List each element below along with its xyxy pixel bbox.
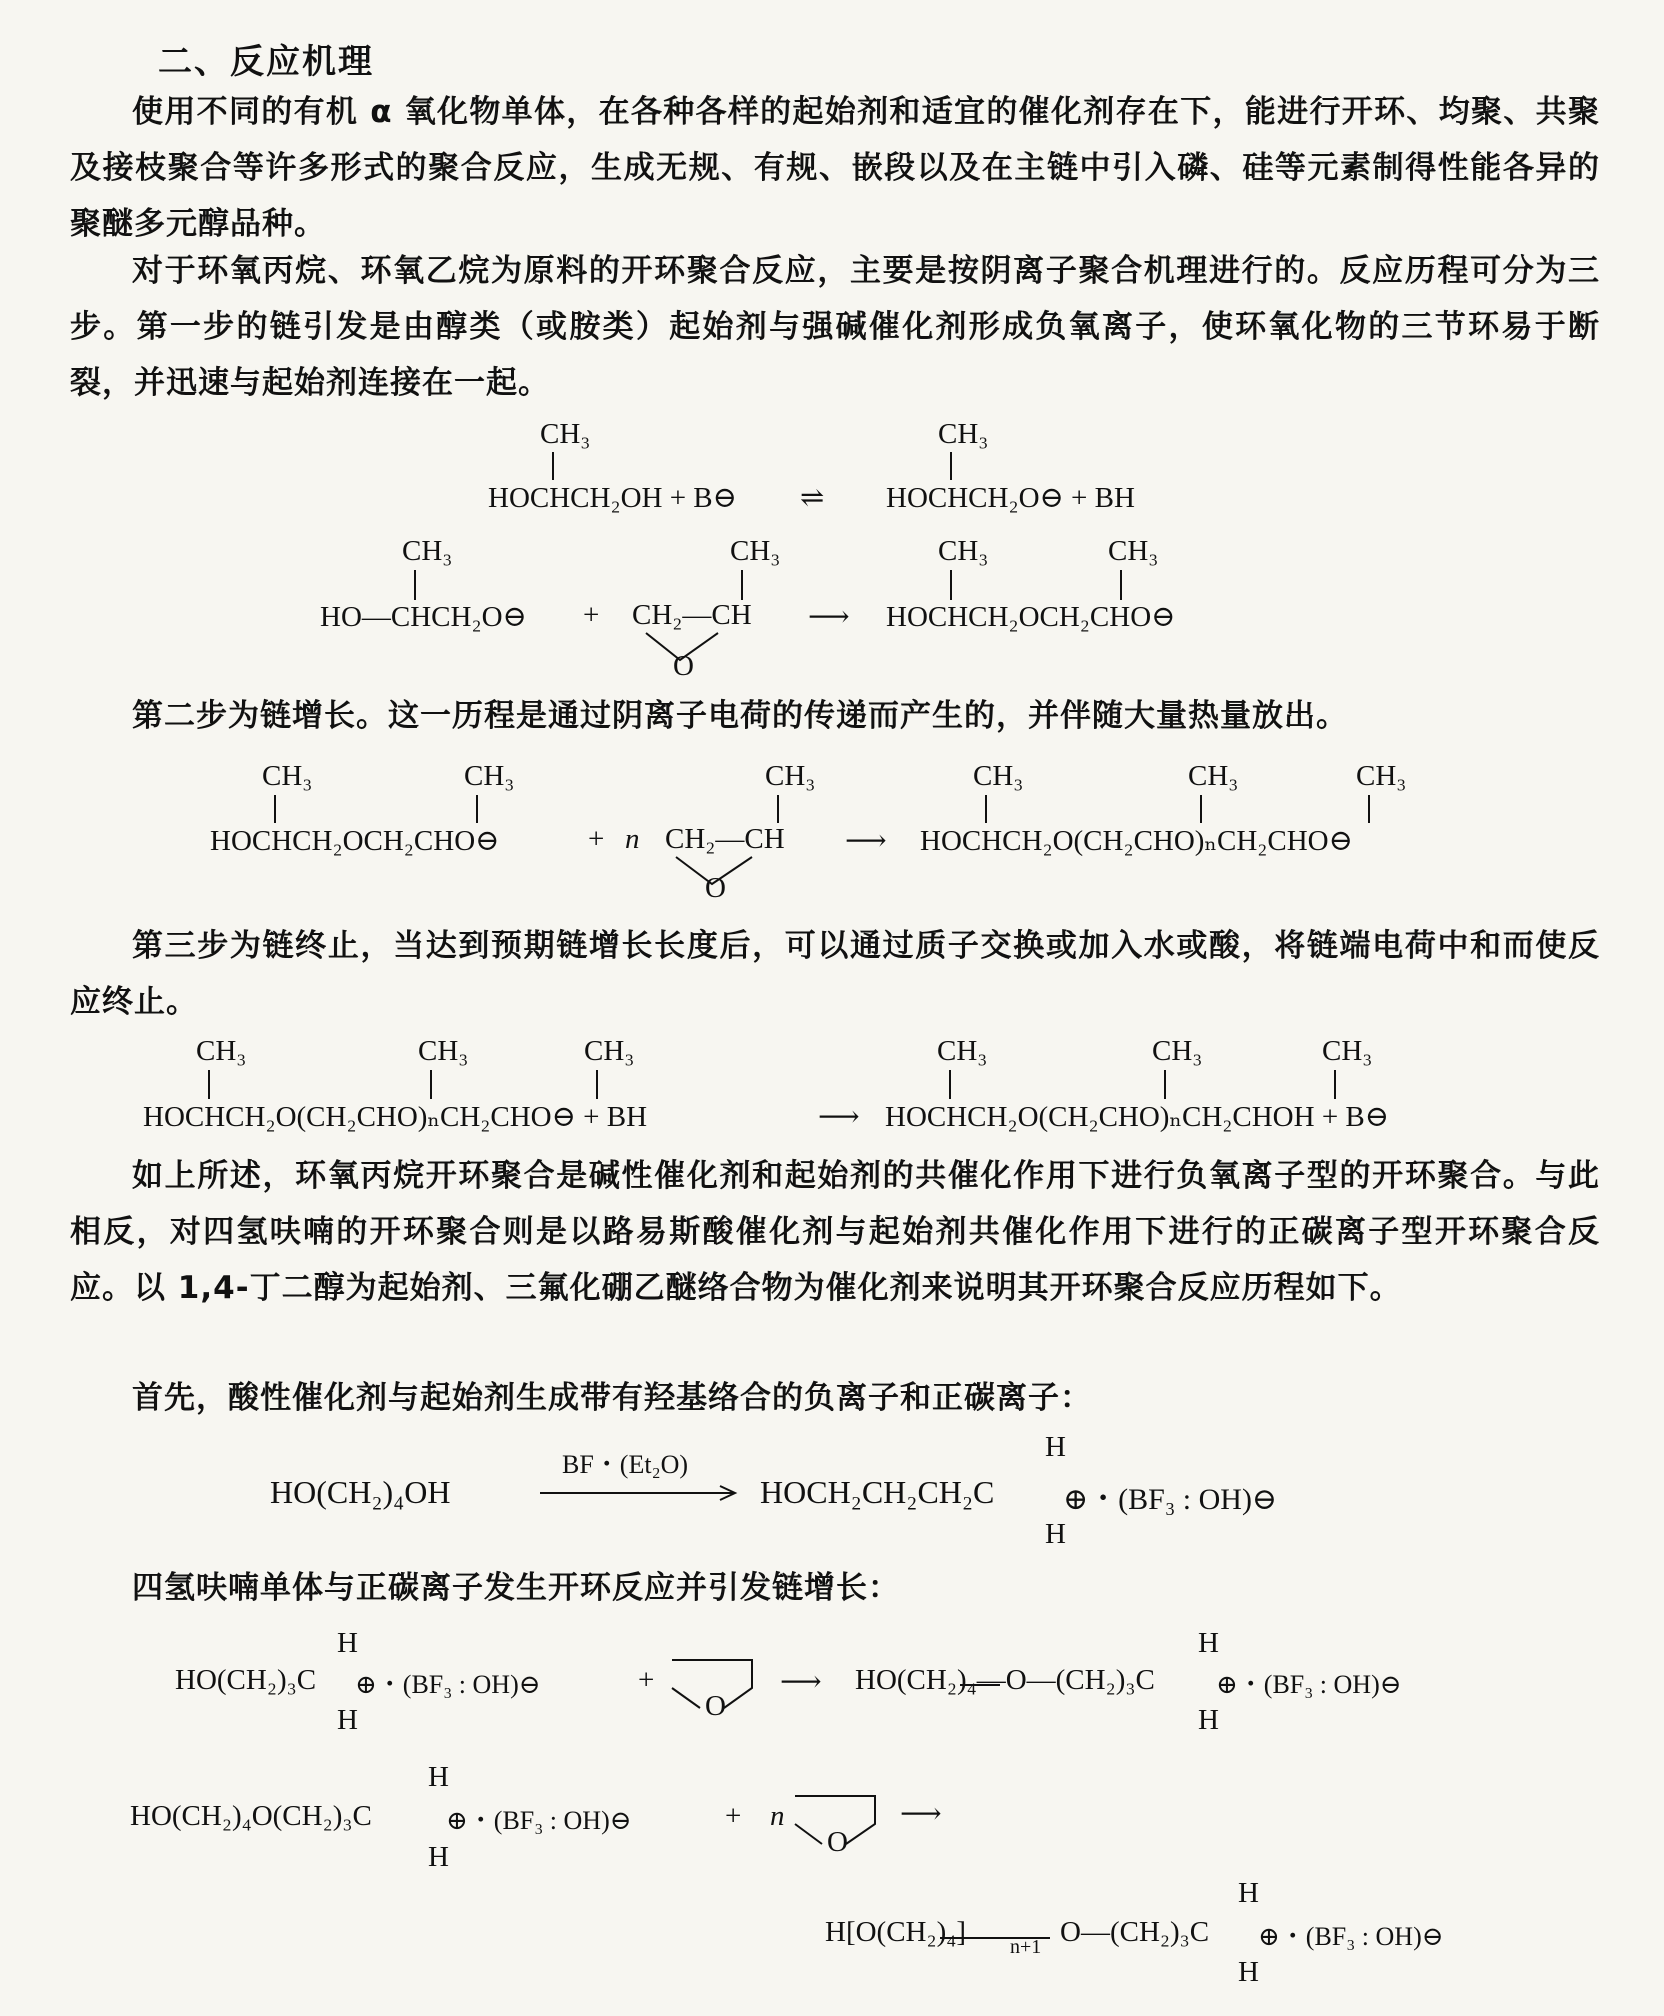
eq2-ch3-b: CH₃ [730, 535, 781, 567]
eq7-h-bottom: H [428, 1841, 449, 1873]
eq3-ch3-e: CH₃ [1188, 760, 1239, 792]
eq3-ring: CH₂—CH [665, 823, 785, 855]
eq4-ch3-f: CH₃ [1322, 1035, 1373, 1067]
eq6-right-a: HO(CH₂)₄—O—(CH₂)₃C [855, 1664, 1155, 1696]
eq3-ring-oxygen: O [705, 872, 726, 904]
eq5-left: HO(CH₂)₄OH [270, 1474, 451, 1510]
eq3-arrow-icon: ⟶ [845, 825, 887, 857]
eq7-thf-oxygen: O [827, 1826, 848, 1858]
eq3-ch3-d: CH₃ [973, 760, 1024, 792]
eq4-ch3-e: CH₃ [1152, 1035, 1203, 1067]
eq7-h-top: H [428, 1761, 449, 1793]
eq7-plus: + [725, 1800, 742, 1832]
eq3-n: n [625, 823, 640, 855]
section-title: 二、反应机理 [158, 42, 374, 82]
eq3-ch3-f: CH₃ [1356, 760, 1407, 792]
eq8-part-b: O—(CH₂)₃C [1060, 1916, 1210, 1948]
paragraph-7: 四氢呋喃单体与正碳离子发生开环反应并引发链增长： [132, 1570, 900, 1606]
eq2-ring-oxygen: O [673, 650, 694, 682]
paragraph-3: 第二步为链增长。这一历程是通过阴离子电荷的传递而产生的，并伴随大量热量放出。 [132, 698, 1348, 734]
eq3-right: HOCHCH₂O(CH₂CHO)ₙCH₂CHO⊖ [920, 825, 1353, 857]
eq6-left-a: HO(CH₂)₃C [175, 1664, 317, 1696]
eq6-right-b: ⊕・(BF₃ : OH)⊖ [1216, 1670, 1402, 1699]
paragraph-4: 第三步为链终止，当达到预期链增长长度后，可以通过质子交换或加入水或酸，将链端电荷中和而使反应终止。 [70, 928, 1600, 1020]
eq4-ch3-d: CH₃ [937, 1035, 988, 1067]
eq8-h-bottom: H [1238, 1956, 1259, 1988]
eq5-h-top: H [1045, 1431, 1066, 1463]
eq4-right: HOCHCH₂O(CH₂CHO)ₙCH₂CHOH + B⊖ [885, 1101, 1390, 1133]
eq6-h-bottom-right: H [1198, 1704, 1219, 1736]
eq2-arrow-icon: ⟶ [808, 601, 850, 633]
eq3-left: HOCHCH₂OCH₂CHO⊖ [210, 825, 500, 857]
eq5-catalyst: BF・(Et₂O) [562, 1450, 689, 1479]
eq5-right-b: ⊕・(BF₃ : OH)⊖ [1063, 1483, 1278, 1516]
eq7-n: n [770, 1800, 785, 1832]
eq3-ch3-b: CH₃ [464, 760, 515, 792]
paragraph-1: 使用不同的有机 α 氧化物单体，在各种各样的起始剂和适宜的催化剂存在下，能进行开环、均聚、共聚及接枝聚合等许多形式的聚合反应，生成无规、有规、嵌段以及在主链中引入磷、硅等元素制得性能各异的聚醚多元醇品种。 [70, 94, 1600, 242]
paragraph-2: 对于环氧丙烷、环氧乙烷为原料的开环聚合反应，主要是按阴离子聚合机理进行的。反应历程可分为三步。第一步的链引发是由醇类（或胺类）起始剂与强碱催化剂形成负氧离子，使环氧化物的三节环易于断裂，并迅速与起始剂连接在一起。 [70, 253, 1600, 401]
eq3-ch3-c: CH₃ [765, 760, 816, 792]
eq3-plus: + [588, 823, 605, 855]
paragraph-6: 首先，酸性催化剂与起始剂生成带有羟基络合的负离子和正碳离子： [132, 1380, 1092, 1416]
paragraph-5: 如上所述，环氧丙烷开环聚合是碱性催化剂和起始剂的共催化作用下进行负氧离子型的开环聚合。与此相反，对四氢呋喃的开环聚合则是以路易斯酸催化剂与起始剂共催化作用下进行的正碳离子型开环聚合反应。以 1,4-丁二醇为起始剂、三氟化硼乙醚络合物为催化剂来说明其开环聚合反应历程如下。 [70, 1158, 1600, 1306]
eq2-ch3-a: CH₃ [402, 535, 453, 567]
eq2-ring: CH₂—CH [632, 599, 752, 631]
eq8-subscript: n+1 [1010, 1936, 1042, 1958]
eq7-arrow-icon: ⟶ [900, 1798, 942, 1830]
eq4-ch3-a: CH₃ [196, 1035, 247, 1067]
eq1-right: HOCHCH₂O⊖ + BH [886, 482, 1135, 514]
eq8-part-a: H[O(CH₂)₄] [825, 1916, 967, 1948]
eq5-arrow-head [720, 1486, 735, 1500]
eq2-ch3-d: CH₃ [1108, 535, 1159, 567]
eq8-part-c: ⊕・(BF₃ : OH)⊖ [1258, 1922, 1444, 1951]
eq2-right: HOCHCH₂OCH₂CHO⊖ [886, 601, 1176, 633]
eq1-ch3-left: CH₃ [540, 418, 591, 450]
eq1-equilibrium-icon: ⇌ [800, 482, 825, 514]
eq6-thf-oxygen: O [705, 1690, 726, 1722]
eq1-ch3-right: CH₃ [938, 418, 989, 450]
eq4-arrow-icon: ⟶ [818, 1101, 860, 1133]
eq4-left: HOCHCH₂O(CH₂CHO)ₙCH₂CHO⊖ + BH [143, 1101, 648, 1133]
eq6-arrow-icon: ⟶ [780, 1666, 822, 1698]
eq6-h-top-left: H [337, 1627, 358, 1659]
eq2-left: HO—CHCH₂O⊖ [320, 601, 527, 633]
eq4-ch3-c: CH₃ [584, 1035, 635, 1067]
eq6-h-top-right: H [1198, 1627, 1219, 1659]
eq6-h-bottom-left: H [337, 1704, 358, 1736]
eq4-ch3-b: CH₃ [418, 1035, 469, 1067]
eq8-h-top: H [1238, 1877, 1259, 1909]
eq5-h-bottom: H [1045, 1518, 1066, 1550]
eq1-left: HOCHCH₂OH + B⊖ [488, 482, 737, 514]
eq3-ch3-a: CH₃ [262, 760, 313, 792]
eq6-plus: + [638, 1664, 655, 1696]
eq7-left-b: ⊕・(BF₃ : OH)⊖ [446, 1806, 632, 1835]
eq2-ch3-c: CH₃ [938, 535, 989, 567]
eq2-plus: + [583, 599, 600, 631]
eq5-right-a: HOCH₂CH₂CH₂C [760, 1474, 995, 1510]
eq7-left-a: HO(CH₂)₄O(CH₂)₃C [130, 1800, 372, 1832]
eq6-left-b: ⊕・(BF₃ : OH)⊖ [355, 1670, 541, 1699]
